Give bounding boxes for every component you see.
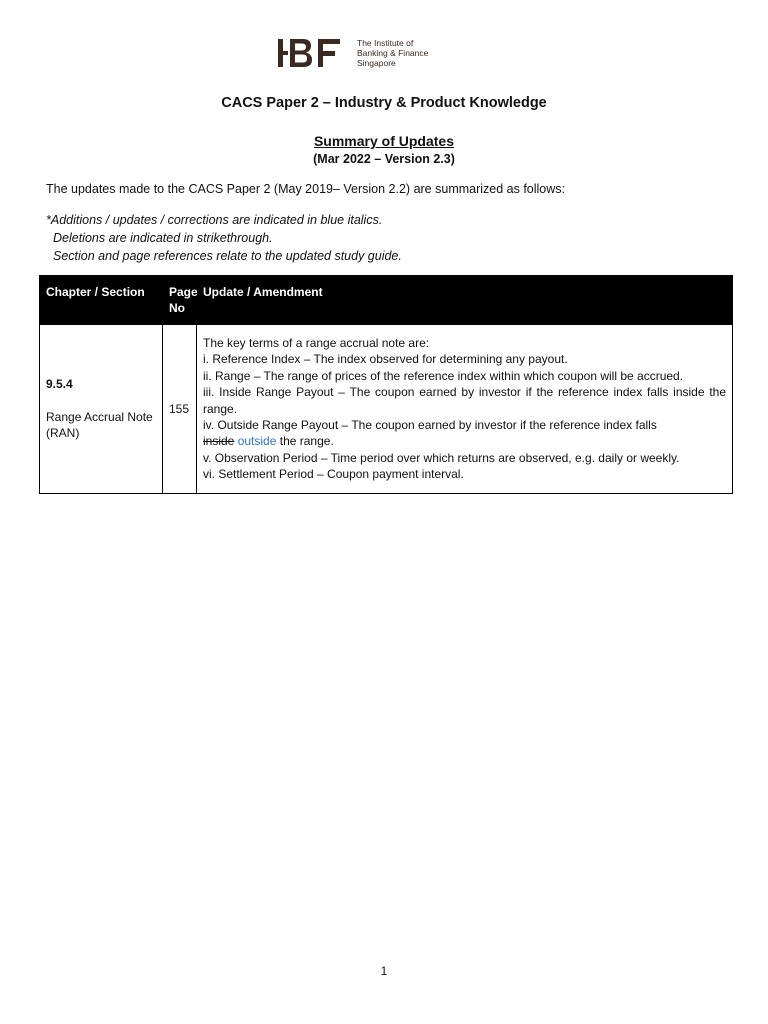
section-title: Range Accrual Note (RAN) [46,409,153,441]
logo-wordmark [357,38,428,68]
logo-line-2: Banking & Finance [357,48,429,58]
note-deletions: Deletions are indicated in strikethrough. [53,231,273,245]
page-number: 1 [380,964,388,978]
ibf-logo-mark-icon [276,37,348,69]
added-word: outside [237,434,277,449]
amendment-line: iv. Outside Range Payout – The coupon earned by investor if the reference index falls [203,418,657,433]
version-line: (Mar 2022 – Version 2.3) [313,152,455,166]
amendment-line: ii. Range – The range of prices of the reference index within which coupon will be accrued. [203,368,684,383]
header-page-no: Page No [163,276,197,325]
ibf-logo [276,36,428,70]
section-number: 9.5.4 [46,377,73,392]
amendment-line: iii. Inside Range Payout – The coupon earned by investor if the reference index falls inside the range. [203,385,726,416]
amendment-line: v. Observation Period – Time period over which returns are observed, e.g. daily or weekly. [203,450,680,465]
amendment-line: i. Reference Index – The index observed for determining any payout. [203,352,568,367]
section-cell [40,325,163,494]
header-chapter-section: Chapter / Section [40,276,163,325]
header-update-amendment: Update / Amendment [197,276,733,325]
table-row [40,325,733,494]
deleted-word: inside [203,434,235,449]
page-cell: 155 [163,325,197,494]
logo-line-3: Singapore [357,58,396,68]
summary-heading: Summary of Updates [313,133,455,149]
note-additions: *Additions / updates / corrections are indicated in blue italics. [46,213,383,227]
amendment-line: The key terms of a range accrual note are: [203,336,430,350]
line-tail: the range. [279,434,334,449]
amendment-line-edited [203,433,726,449]
updates-table [39,275,733,494]
amendment-cell [197,325,733,494]
amendment-line: vi. Settlement Period – Coupon payment interval. [203,467,464,482]
note-references: Section and page references relate to the updated study guide. [53,249,402,263]
legend-notes [46,211,402,265]
document-title: CACS Paper 2 – Industry & Product Knowledge [221,95,547,111]
intro-paragraph: The updates made to the CACS Paper 2 (May 2019– Version 2.2) are summarized as follows: [46,182,566,196]
table-header-row [40,276,733,325]
logo-line-1: The Institute of [357,38,414,48]
